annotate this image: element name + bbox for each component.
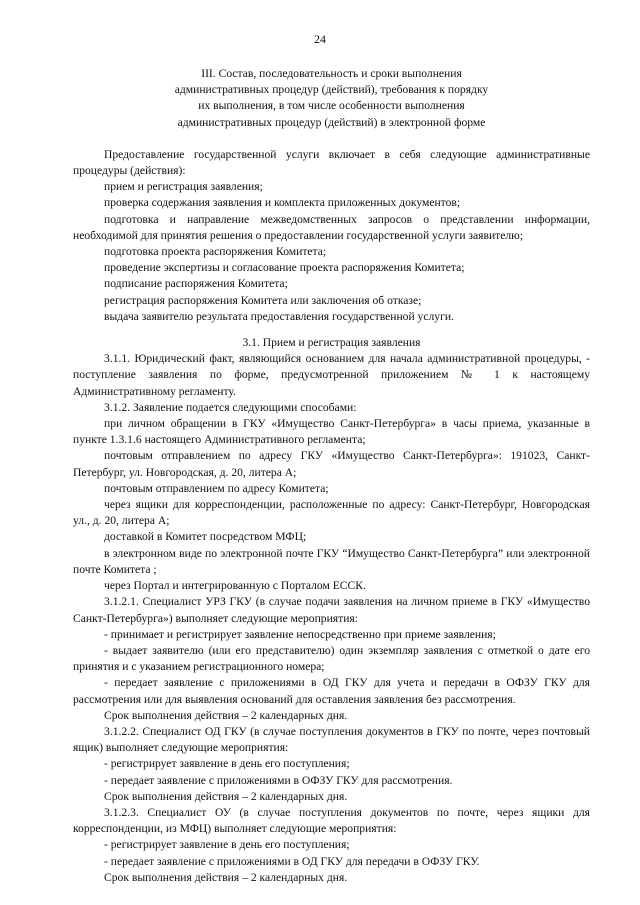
- paragraph: - передает заявление с приложениями в ОД ГКУ для учета и передачи в ОФЗУ ГКУ для рассмотрения или для выявления оснований для оставления заявления без рассмотрения.: [73, 676, 590, 706]
- procedure-item: проведение экспертизы и согласование проекта распоряжения Комитета;: [104, 261, 465, 275]
- paragraph: Срок выполнения действия – 2 календарных дня.: [104, 870, 348, 884]
- subsection-heading: 3.1. Прием и регистрация заявления: [242, 336, 421, 350]
- paragraph: через Портал и интегрированную с Порталом ЕССК.: [104, 579, 366, 593]
- paragraph: 3.1.2.1. Специалист УРЗ ГКУ (в случае подачи заявления на личном приеме в ГКУ «Имущество Санкт-Петербурга») выполняет следующие мероприятия:: [73, 595, 590, 625]
- paragraph: почтовым отправлением по адресу ГКУ «Имущество Санкт-Петербурга»: 191023, Санкт-Петербург, ул. Новгородская, д. 20, литера А;: [73, 449, 590, 479]
- page-number: 24: [314, 32, 326, 46]
- title-line: III. Состав, последовательность и сроки выполнения: [201, 67, 462, 80]
- paragraph: в электронном виде по электронной почте ГКУ “Имущество Санкт-Петербурга” или электронной почте Комитета ;: [73, 546, 590, 576]
- title-line: их выполнения, в том числе особенности выполнения: [198, 99, 465, 113]
- spacer: [73, 325, 590, 335]
- paragraph: 3.1.2. Заявление подается следующими способами:: [104, 400, 357, 414]
- procedure-item: подписание распоряжения Комитета;: [104, 277, 288, 291]
- title-line: административных процедур (действий) в электронной форме: [177, 115, 486, 129]
- paragraph: 3.1.1. Юридический факт, являющийся основанием для начала административной процедуры, - поступление заявления по форме, предусмотренной приложением № 1 к настоящему Административному регламенту.: [73, 352, 590, 398]
- paragraph: при личном обращении в ГКУ «Имущество Санкт-Петербурга» в часы приема, указанные в пункте 1.3.1.6 настоящего Административного регламента;: [73, 417, 590, 447]
- title-line: административных процедур (действий), требования к порядку: [174, 83, 489, 97]
- paragraph: - регистрирует заявление в день его поступления;: [104, 757, 350, 771]
- procedure-item: регистрация распоряжения Комитета или заключения об отказе;: [104, 293, 422, 307]
- procedure-item: выдача заявителю результата предоставления государственной услуги.: [104, 309, 454, 323]
- paragraph: - передает заявление с приложениями в ОД ГКУ для передачи в ОФЗУ ГКУ.: [104, 854, 480, 868]
- procedure-item: проверка содержания заявления и комплекта приложенных документов;: [104, 196, 461, 210]
- paragraph: - принимает и регистрирует заявление непосредственно при приеме заявления;: [104, 627, 496, 641]
- document-body: [73, 66, 590, 886]
- paragraph: - передает заявление с приложениями в ОФЗУ ГКУ для рассмотрения.: [104, 773, 453, 787]
- paragraph: почтовым отправлением по адресу Комитета;: [104, 481, 329, 495]
- procedure-item: подготовка проекта распоряжения Комитета;: [104, 245, 327, 259]
- section-title: [73, 66, 590, 131]
- paragraph: - регистрирует заявление в день его поступления;: [104, 838, 350, 852]
- paragraph: 3.1.2.2. Специалист ОД ГКУ (в случае поступления документов в ГКУ по почте, через почтовый ящик) выполняет следующие мероприятия:: [73, 724, 590, 755]
- paragraph: через ящики для корреспонденции, расположенные по адресу: Санкт-Петербург, Новгородская ул., д. 20, литера А;: [73, 498, 590, 528]
- procedure-item: подготовка и направление межведомственных запросов о представлении информации, необходимой для принятия решения о предоставлении государственной услуги заявителю;: [73, 212, 590, 242]
- intro-paragraph: Предоставление государственной услуги включает в себя следующие административные процедуры (действия):: [73, 147, 590, 178]
- paragraph: доставкой в Комитет посредством МФЦ;: [104, 530, 307, 544]
- paragraph: - выдает заявителю (или его представителю) один экземпляр заявления с отметкой о дате его принятия и с указанием регистрационного номера;: [73, 643, 590, 674]
- paragraph: Срок выполнения действия – 2 календарных дня.: [104, 708, 348, 722]
- procedure-item: прием и регистрация заявления;: [104, 180, 263, 194]
- paragraph: Срок выполнения действия – 2 календарных дня.: [104, 789, 348, 803]
- paragraph: 3.1.2.3. Специалист ОУ (в случае поступления документов по почте, через ящики для корреспонденции, из МФЦ) выполняет следующие мероприятия:: [73, 805, 590, 836]
